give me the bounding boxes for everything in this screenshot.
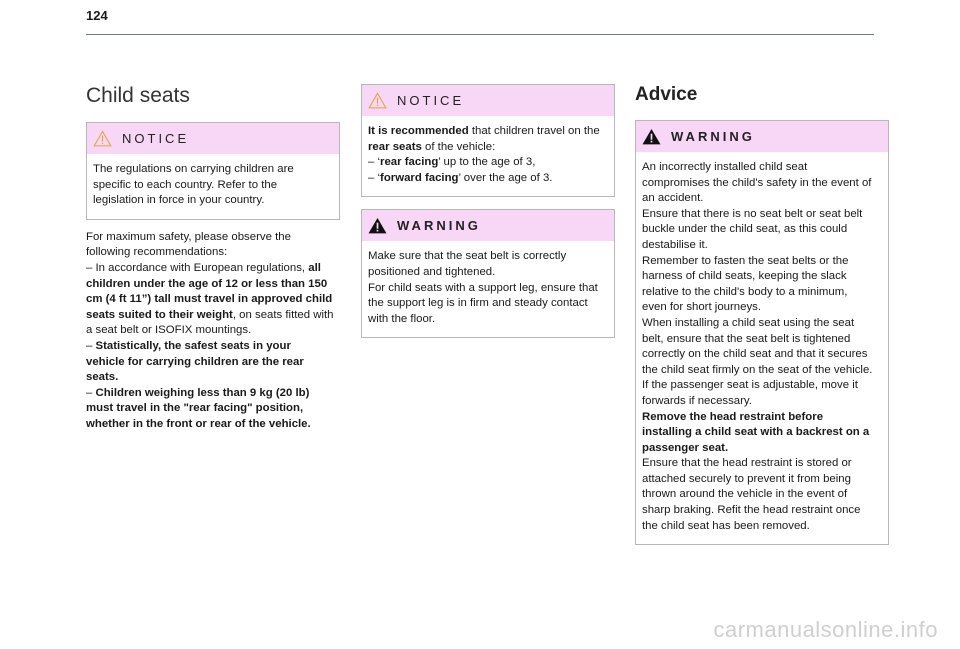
warning-text bbox=[636, 152, 888, 544]
notice-triangle-icon bbox=[93, 130, 112, 147]
text-line: Make sure that the seat belt is correctly bbox=[368, 250, 567, 263]
text-run: of the vehicle: bbox=[421, 140, 496, 153]
text-bold: passenger seat. bbox=[642, 441, 729, 454]
warning-text bbox=[362, 241, 614, 337]
text-line: the child seat firmly on the seat of the vehicle. bbox=[642, 363, 873, 376]
text-line bbox=[642, 410, 882, 426]
text-bold: cm (4 ft 11”) tall must travel in approved child bbox=[86, 293, 333, 306]
text-run: that children travel on the bbox=[468, 125, 600, 137]
text-line: harness of child seats, keeping the slack bbox=[642, 270, 847, 283]
text-line: specific to each country. Refer to the bbox=[93, 178, 278, 191]
column-notices bbox=[361, 84, 615, 350]
warning-box-seat-belt bbox=[361, 209, 615, 338]
text-line bbox=[86, 417, 340, 433]
text-line: correctly on the child seat and that it secures bbox=[642, 348, 868, 361]
text-run: – bbox=[86, 339, 96, 352]
text-run: – ‘ bbox=[368, 171, 381, 184]
text-bold: rear facing bbox=[380, 156, 439, 169]
text-bold: installing a child seat with a backrest on a bbox=[642, 426, 870, 439]
text-line bbox=[86, 355, 340, 371]
text-line: Ensure that there is no seat belt or seat belt bbox=[642, 207, 863, 220]
text-line: The regulations on carrying children are bbox=[93, 163, 294, 175]
text-line: If the passenger seat is adjustable, move it bbox=[642, 379, 858, 392]
text-line: belt, ensure that the seat belt is tightened bbox=[642, 332, 851, 345]
text-line: legislation in force in your country. bbox=[93, 194, 265, 207]
text-line: an accident. bbox=[642, 192, 704, 205]
text-run: – ‘ bbox=[368, 156, 381, 169]
text-bold: rear seats bbox=[368, 140, 422, 153]
notice-label: NOTICE bbox=[122, 131, 190, 146]
text-bold: vehicle for carrying children are the rear bbox=[86, 355, 304, 368]
section-title-child-seats: Child seats bbox=[86, 84, 190, 107]
text-line: relative to the child's body to a minimum, bbox=[642, 285, 848, 298]
text-run: ’ up to the age of 3, bbox=[438, 156, 536, 169]
text-line: compromises the child's safety in the event of bbox=[642, 176, 872, 189]
text-line bbox=[368, 124, 608, 140]
text-line: following recommendations: bbox=[86, 246, 228, 259]
page-number: 124 bbox=[86, 8, 108, 23]
text-bold: Statistically, the safest seats in your bbox=[95, 339, 291, 352]
text-bold: Remove the head restraint before bbox=[642, 410, 824, 423]
text-line bbox=[86, 292, 340, 308]
text-run: – In accordance with European regulations, bbox=[86, 261, 309, 274]
text-line bbox=[368, 155, 608, 171]
text-bold: children under the age of 12 or less than 150 bbox=[86, 277, 328, 290]
text-bold: It is recommended bbox=[368, 125, 469, 137]
text-line: When installing a child seat using the seat bbox=[642, 316, 855, 329]
text-bold: seats suited to their weight bbox=[86, 308, 233, 321]
warning-header bbox=[636, 121, 888, 152]
text-line: forwards if necessary. bbox=[642, 394, 752, 407]
text-line: destabilise it. bbox=[642, 238, 708, 251]
text-line: positioned and tightened. bbox=[368, 265, 496, 278]
notice-triangle-icon bbox=[368, 92, 387, 109]
column-advice bbox=[635, 84, 889, 557]
notice-box-rear-seats bbox=[361, 84, 615, 197]
text-line: thrown around the vehicle in the event of bbox=[642, 488, 848, 501]
notice-header bbox=[87, 123, 339, 154]
text-line: buckle under the child seat, as this could bbox=[642, 223, 848, 236]
text-bold: whether in the front or rear of the vehicle. bbox=[86, 417, 311, 430]
text-line: attached securely to prevent it from being bbox=[642, 472, 851, 485]
text-line bbox=[86, 277, 340, 293]
warning-label: WARNING bbox=[671, 129, 755, 144]
text-line bbox=[86, 401, 340, 417]
text-run: – bbox=[86, 386, 96, 399]
text-bold: all bbox=[308, 261, 321, 274]
notice-label: NOTICE bbox=[397, 93, 465, 108]
notice-header bbox=[362, 85, 614, 116]
text-line: Ensure that the head restraint is stored or bbox=[642, 457, 852, 470]
text-line bbox=[642, 441, 882, 457]
text-line bbox=[86, 370, 340, 386]
watermark: carmanualsonline.info bbox=[713, 617, 938, 642]
text-line bbox=[86, 339, 340, 355]
warning-label: WARNING bbox=[397, 218, 481, 234]
warning-triangle-icon bbox=[642, 128, 661, 145]
text-bold: Children weighing less than 9 kg (20 lb) bbox=[95, 386, 310, 399]
header-rule bbox=[86, 34, 874, 35]
text-bold: must travel in the "rear facing" position, bbox=[86, 402, 304, 415]
text-line bbox=[368, 171, 608, 187]
text-line: even for short journeys. bbox=[642, 301, 762, 314]
text-line: sharp braking. Refit the head restraint once bbox=[642, 504, 861, 517]
text-line: with the floor. bbox=[368, 312, 436, 325]
text-line: Remember to fasten the seat belts or the bbox=[642, 254, 849, 267]
text-line: For child seats with a support leg, ensure that bbox=[368, 281, 598, 294]
text-line bbox=[642, 425, 882, 441]
notice-text bbox=[362, 116, 614, 196]
text-bold: forward facing bbox=[380, 171, 459, 184]
text-run: ’ over the age of 3. bbox=[458, 171, 553, 184]
text-bold: seats. bbox=[86, 371, 119, 384]
text-line: For maximum safety, please observe the bbox=[86, 230, 291, 243]
warning-header bbox=[362, 210, 614, 241]
column-child-seats bbox=[86, 84, 340, 433]
text-line: the child seat has been removed. bbox=[642, 519, 810, 532]
notice-box-regulations bbox=[86, 122, 340, 220]
section-title-advice: Advice bbox=[635, 84, 698, 105]
text-line: a seat belt or ISOFIX mountings. bbox=[86, 324, 252, 337]
notice-text bbox=[87, 154, 339, 219]
text-line bbox=[86, 261, 340, 277]
text-line bbox=[368, 140, 608, 156]
text-line bbox=[86, 386, 340, 402]
recommendations-text bbox=[86, 230, 340, 433]
warning-triangle-icon bbox=[368, 217, 387, 234]
text-line: the support leg is in firm and steady contact bbox=[368, 297, 588, 310]
warning-box-installation bbox=[635, 120, 889, 545]
text-line: An incorrectly installed child seat bbox=[642, 161, 808, 173]
text-run: , on seats fitted with bbox=[232, 308, 334, 321]
text-line bbox=[86, 308, 340, 324]
